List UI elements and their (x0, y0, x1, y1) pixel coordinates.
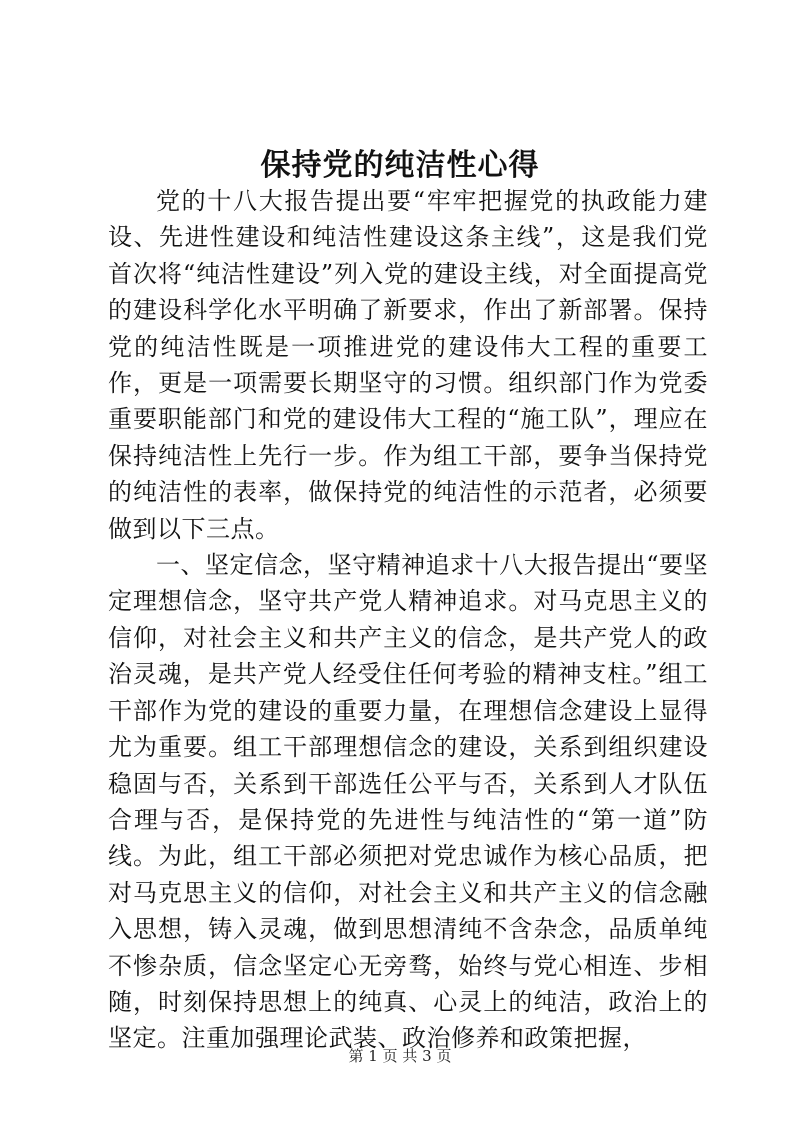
paragraph-section-one: 一、坚定信念，坚守精神追求十八大报告提出“要坚定理想信念，坚守共产党人精神追求。对马克思主义的信仰，对社会主义和共产主义的信念，是共产党人的政治灵魂，是共产党人经受住任何考验的精神支柱。”组工干部作为党的建设的重要力量，在理想信念建设上显得尤为重要。组工干部理想信念的建设，关系到组织建设稳固与否，关系到干部选任公平与否，关系到人才队伍合理与否，是保持党的先进性与纯洁性的“第一道”防线。为此，组工干部必须把对党忠诚作为核心品质，把对马克思主义的信仰，对社会主义和共产主义的信念融入思想，铸入灵魂，做到思想清纯不含杂念，品质单纯不惨杂质，信念坚定心无旁骛，始终与党心相连、步相随，时刻保持思想上的纯真、心灵上的纯洁，政治上的坚定。注重加强理论武装、政治修养和政策把握， (108, 551, 708, 1053)
paragraph-intro: 党的十八大报告提出要“牢牢把握党的执政能力建设、先进性建设和纯洁性建设这条主线”，这是我们党首次将“纯洁性建设”列入党的建设主线，对全面提高党的建设科学化水平明确了新要求，作出了新部署。保持党的纯洁性既是一项推进党的建设伟大工程的重要工作，更是一项需要长期坚守的习惯。组织部门作为党委重要职能部门和党的建设伟大工程的“施工队”，理应在保持纯洁性上先行一步。作为组工干部，要争当保持党的纯洁性的表率，做保持党的纯洁性的示范者，必须要做到以下三点。 (108, 187, 708, 543)
document-title: 保持党的纯洁性心得 (260, 148, 540, 183)
page-footer: 第 1 页 共 3 页 (348, 1047, 452, 1065)
document-body (108, 183, 708, 1057)
